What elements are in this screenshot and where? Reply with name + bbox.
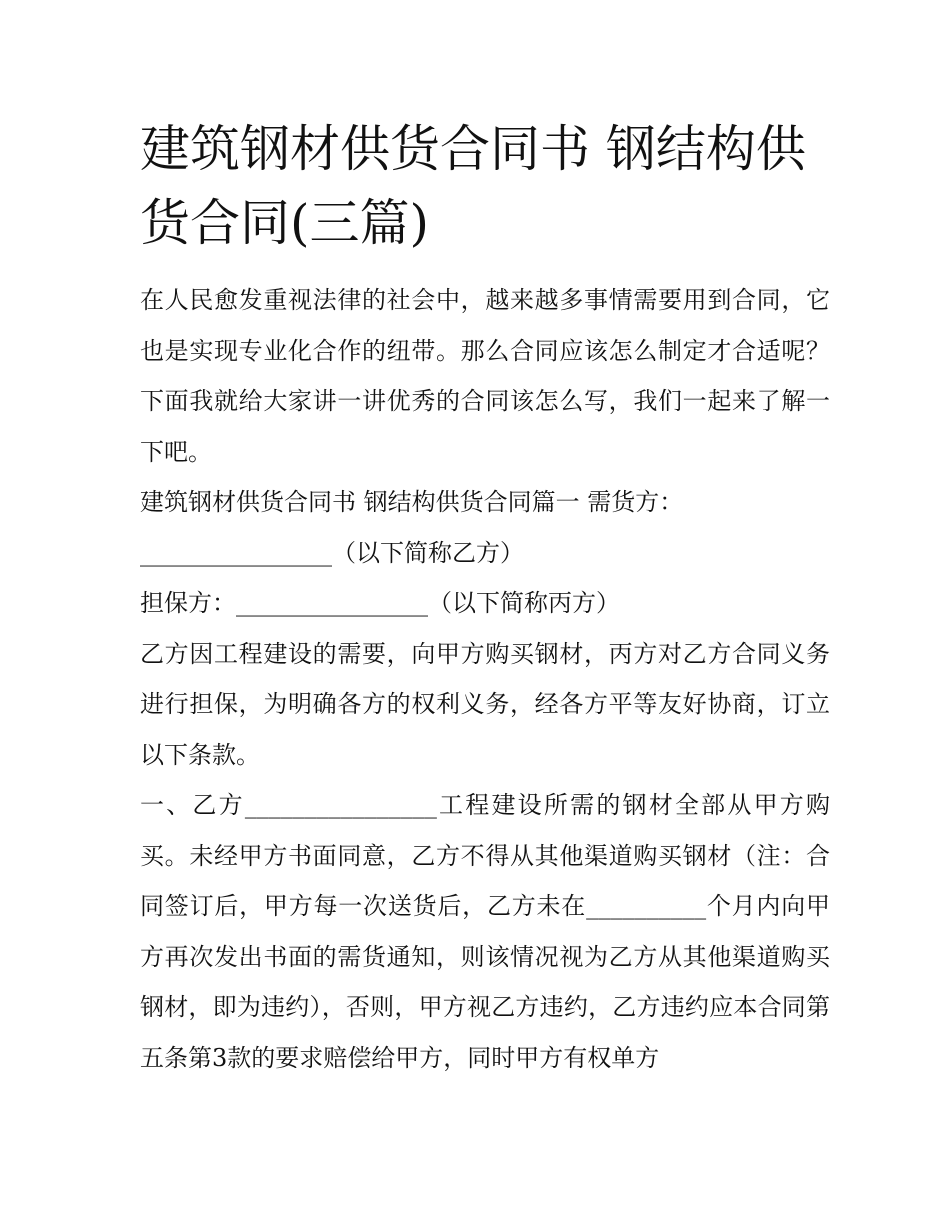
purpose-paragraph: 乙方因工程建设的需要，向甲方购买钢材，丙方对乙方合同义务进行担保，为明确各方的权利义务，经各方平等友好协商，订立以下条款。 [140,639,830,769]
party-b-line: ________________（以下简称乙方） [140,538,524,567]
document-title: 建筑钢材供货合同书 钢结构供货合同(三篇) [140,120,806,252]
contract-heading-paragraph: 建筑钢材供货合同书 钢结构供货合同篇一 需货方： [140,488,684,516]
intro-paragraph: 在人民愈发重视法律的社会中，越来越多事情需要用到合同，它也是实现专业化合作的纽带。那么合同应该怎么制定才合适呢？下面我就给大家讲一讲优秀的合同该怎么写，我们一起来了解一下吧。 [140,286,830,466]
document-body [140,275,830,1083]
guarantor-line: 担保方：________________（以下简称丙方） [140,589,620,617]
clause-one-paragraph: 一、乙方________________工程建设所需的钢材全部从甲方购买。未经甲方书面同意，乙方不得从其他渠道购买钢材（注：合同签订后，甲方每一次送货后，乙方未在__________个月内向甲方再次发出书面的需货通知，则该情况视为乙方从其他渠道购买钢材，即为违约），否则，甲方视乙方违约，乙方违约应本合同第五条第3款的要求赔偿给甲方，同时甲方有权单方 [140,791,830,1072]
